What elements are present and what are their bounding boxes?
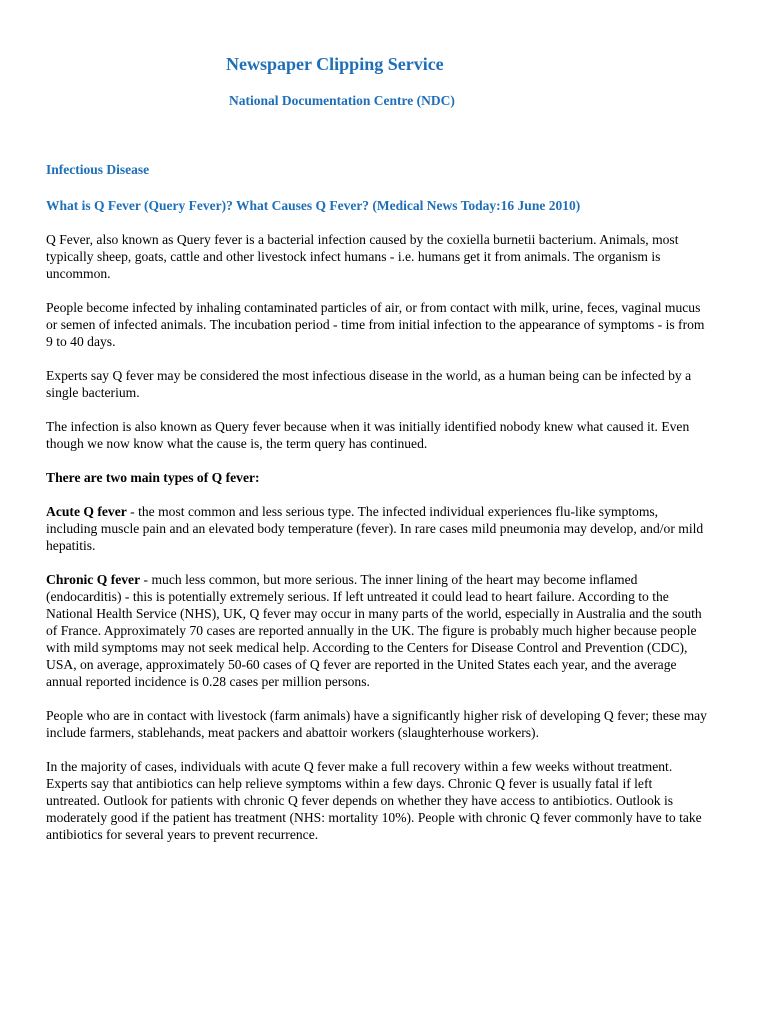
article-headline: What is Q Fever (Query Fever)? What Causes Q Fever? (Medical News Today:16 June 2010) — [46, 198, 581, 213]
paragraph-query-name: The infection is also known as Query fever because when it was initially identified nobody knew what caused it. Even though we now know what the cause is, the term query has continued. — [46, 419, 690, 451]
acute-text: - the most common and less serious type. The infected individual experiences flu-like symptoms, including muscle pain and an elevated body temperature (fever). In rare cases mild pneumonia may develop, and/or mild hepatitis. — [46, 504, 704, 553]
paragraph-chronic — [46, 571, 708, 690]
service-title: Newspaper Clipping Service — [226, 54, 444, 74]
paragraph-acute — [46, 503, 708, 554]
article-category: Infectious Disease — [46, 162, 150, 177]
acute-label: Acute Q fever — [46, 504, 127, 519]
paragraph-livestock: People who are in contact with livestock (farm animals) have a significantly higher risk of developing Q fever; these may include farmers, stablehands, meat packers and abattoir workers (slaughterhouse workers). — [46, 708, 707, 740]
types-heading: There are two main types of Q fever: — [46, 470, 260, 485]
paragraph-experts: Experts say Q fever may be considered the most infectious disease in the world, as a human being can be infected by a single bacterium. — [46, 368, 692, 400]
paragraph-intro: Q Fever, also known as Query fever is a bacterial infection caused by the coxiella burnetii bacterium. Animals, most typically sheep, goats, cattle and other livestock infect humans - i.e. humans get it from animals. The organism is uncommon. — [46, 232, 679, 281]
paragraph-outlook: In the majority of cases, individuals with acute Q fever make a full recovery within a few weeks without treatment. Experts say that antibiotics can help relieve symptoms within a few days. Chronic Q fever is usually fatal if left untreated. Outlook for patients with chronic Q fever depends on whether they have access to antibiotics. Outlook is moderately good if the patient has treatment (NHS: mortality 10%). People with chronic Q fever commonly have to take antibiotics for several years to prevent recurrence. — [46, 759, 702, 842]
centre-title: National Documentation Centre (NDC) — [229, 93, 455, 108]
article-body — [46, 231, 708, 860]
chronic-text: - much less common, but more serious. The inner lining of the heart may become inflamed (endocarditis) - this is potentially extremely serious. If left untreated it could lead to heart failure. According to the National Health Service (NHS), UK, Q fever may occur in many parts of the world, especially in Australia and the south of France. Approximately 70 cases are reported annually in the UK. The figure is probably much higher because people with mild symptoms may not seek medical help. According to the Centers for Disease Control and Prevention (CDC), USA, on average, approximately 50-60 cases of Q fever are reported in the United States each year, and the average annual reported incidence is 0.28 cases per million persons. — [46, 572, 702, 689]
paragraph-infection: People become infected by inhaling contaminated particles of air, or from contact with milk, urine, feces, vaginal mucus or semen of infected animals. The incubation period - time from initial infection to the appearance of symptoms - is from 9 to 40 days. — [46, 300, 705, 349]
chronic-label: Chronic Q fever — [46, 572, 141, 587]
